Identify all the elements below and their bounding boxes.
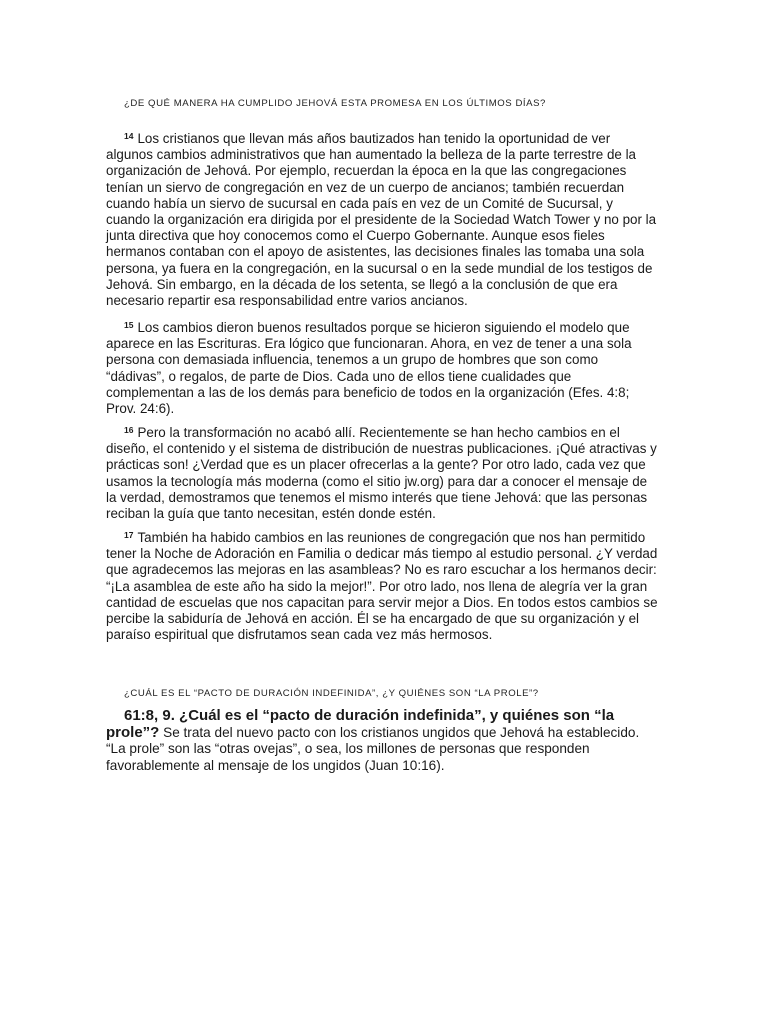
paragraph-14	[106, 128, 660, 309]
paragraph-number: 16	[124, 425, 134, 435]
paragraph-covenant	[106, 708, 660, 774]
paragraph-text: Se trata del nuevo pacto con los cristianos ungidos que Jehová ha establecido. “La prole” son las “otras ovejas”, o sea, los millones de personas que responden favorablemente al mensaje de los ungidos (Juan 10:16).	[106, 724, 640, 773]
paragraph-text: También ha habido cambios en las reuniones de congregación que nos han permitido tener la Noche de Adoración en Familia o dedicar más tiempo al estudio personal. ¿Y verdad que agradecemos las mejoras en las asambleas? No es raro escuchar a los hermanos decir: “¡La asamblea de este año ha sido la mejor!”. Por otro lado, nos llena de alegría ver la gran cantidad de escuelas que nos capacitan para servir mejor a Dios. En todos estos cambios se percibe la sabiduría de Jehová en acción. Él se ha encargado de que su organización y el paraíso espiritual que disfrutamos sean cada vez más hermosos.	[106, 530, 658, 643]
paragraph-text: Los cristianos que llevan más años bautizados han tenido la oportunidad de ver algunos cambios administrativos que han aumentado la belleza de la parte terrestre de la organización de Jehová. Por ejemplo, recuerdan la época en la que las congregaciones tenían un siervo de congregación en vez de un cuerpo de ancianos; también recuerdan cuando había un siervo de sucursal en cada país en vez de un Comité de Sucursal, y cuando la organización era dirigida por el presidente de la Sociedad Watch Tower y no por la junta directiva que hoy conocemos como el Cuerpo Gobernante. Aunque esos fieles hermanos contaban con el apoyo de asistentes, las decisiones finales las tomaba una sola persona, ya fuera en la congregación, en la sucursal o en la sede mundial de los testigos de Jehová. Sin embargo, en la década de los setenta, se llegó a la conclusión de que era necesario repartir esa responsabilidad entre varios ancianos.	[106, 131, 657, 309]
section-heading-covenant: ¿CUÁL ES EL “PACTO DE DURACIÓN INDEFINIDA”, ¿Y QUIÉNES SON “LA PROLE”?	[124, 688, 539, 699]
paragraph-number: 14	[124, 131, 134, 141]
paragraph-number: 17	[124, 530, 134, 540]
paragraph-text: Pero la transformación no acabó allí. Recientemente se han hecho cambios en el diseño, el contenido y el sistema de distribución de nuestras publicaciones. ¡Qué atractivas y prácticas son! ¿Verdad que es un placer ofrecerlas a la gente? Por otro lado, cada vez que usamos la tecnología más moderna (como el sitio jw.org) para dar a conocer el mensaje de la verdad, demostramos que tenemos el mismo interés que tiene Jehová: que las personas reciban la guía que tanto necesitan, estén donde estén.	[106, 425, 657, 522]
paragraph-bold-lead: 61:8, 9. ¿Cuál es el “pacto de duración indefinida”, y quiénes son “la prole”?	[106, 707, 615, 741]
section-heading-promise: ¿DE QUÉ MANERA HA CUMPLIDO JEHOVÁ ESTA PROMESA EN LOS ÚLTIMOS DÍAS?	[124, 98, 546, 109]
paragraph-16	[106, 422, 660, 522]
paragraph-text: Los cambios dieron buenos resultados porque se hicieron siguiendo el modelo que aparece en las Escrituras. Era lógico que funcionaran. Ahora, en vez de tener a una sola persona con demasiada influencia, tenemos a un grupo de hombres que son como “dádivas”, o regalos, de parte de Dios. Cada uno de ellos tiene cualidades que complementan a las de los demás para beneficio de todos en la organización (Efes. 4:8; Prov. 24:6).	[106, 320, 632, 417]
paragraph-number: 15	[124, 320, 134, 330]
paragraph-17	[106, 527, 660, 643]
paragraph-15	[106, 317, 660, 417]
